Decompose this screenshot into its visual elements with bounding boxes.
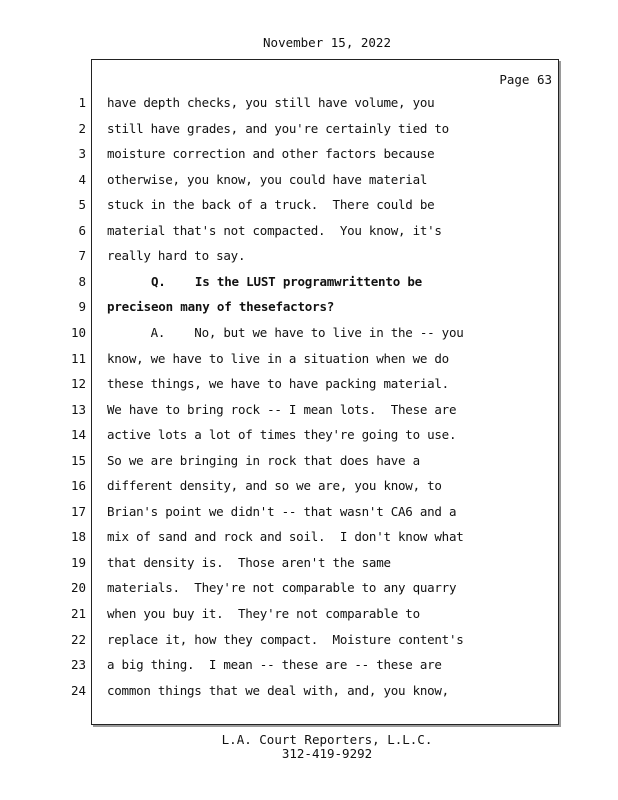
line-number: 2 (78, 121, 86, 136)
transcript-line: A. No, but we have to live in the -- you (107, 325, 464, 340)
line-number: 6 (78, 223, 86, 238)
line-number: 7 (78, 248, 86, 263)
line-number: 3 (78, 146, 86, 161)
transcript-line: mix of sand and rock and soil. I don't know what (107, 529, 464, 544)
transcript-line: We have to bring rock -- I mean lots. These are (107, 402, 457, 417)
header-date: November 15, 2022 (263, 35, 391, 50)
footer (0, 733, 618, 761)
transcript-line: replace it, how they compact. Moisture content's (107, 632, 464, 647)
transcript-line: different density, and so we are, you know, to (107, 478, 442, 493)
page-number: Page 63 (499, 72, 552, 87)
transcript-line: So we are bringing in rock that does have a (107, 453, 420, 468)
transcript-line: preciseon many of thesefactors? (107, 299, 335, 314)
transcript-line: these things, we have to have packing material. (107, 376, 449, 391)
line-number: 8 (78, 274, 86, 289)
line-number: 16 (70, 478, 86, 493)
line-number: 10 (70, 325, 86, 340)
transcript-line: when you buy it. They're not comparable to (107, 606, 420, 621)
transcript-line: stuck in the back of a truck. There could be (107, 197, 435, 212)
transcript-line: Brian's point we didn't -- that wasn't CA6 and a (107, 504, 457, 519)
line-number: 18 (70, 529, 86, 544)
line-number: 23 (70, 657, 86, 672)
line-number: 17 (70, 504, 86, 519)
transcript-line: know, we have to live in a situation when we do (107, 351, 449, 366)
transcript-line: otherwise, you know, you could have material (107, 172, 428, 187)
transcript-line: that density is. Those aren't the same (107, 555, 391, 570)
line-number: 9 (78, 299, 86, 314)
line-number: 19 (70, 555, 86, 570)
transcript-line: a big thing. I mean -- these are -- these are (107, 657, 442, 672)
footer-company: L.A. Court Reporters, L.L.C. (221, 732, 433, 747)
transcript-line: moisture correction and other factors because (107, 146, 435, 161)
line-number: 1 (78, 95, 86, 110)
line-number: 4 (78, 172, 86, 187)
line-number: 5 (78, 197, 86, 212)
transcript-line: active lots a lot of times they're going to use. (107, 427, 457, 442)
transcript-line: materials. They're not comparable to any quarry (107, 580, 457, 595)
footer-phone: 312-419-9292 (281, 746, 373, 761)
line-number: 22 (70, 632, 86, 647)
transcript-line: still have grades, and you're certainly tied to (107, 121, 449, 136)
transcript-line: really hard to say. (107, 248, 246, 263)
transcript-line: Q. Is the LUST programwrittento be (107, 274, 423, 289)
line-number: 20 (70, 580, 86, 595)
line-number: 11 (70, 351, 86, 366)
line-number: 21 (70, 606, 86, 621)
transcript-line: common things that we deal with, and, you know, (107, 683, 449, 698)
transcript-line: have depth checks, you still have volume, you (107, 95, 435, 110)
line-number: 24 (70, 683, 86, 698)
line-number: 14 (70, 427, 86, 442)
line-number: 12 (70, 376, 86, 391)
transcript-line: material that's not compacted. You know, it's (107, 223, 442, 238)
line-number: 13 (70, 402, 86, 417)
line-number: 15 (70, 453, 86, 468)
